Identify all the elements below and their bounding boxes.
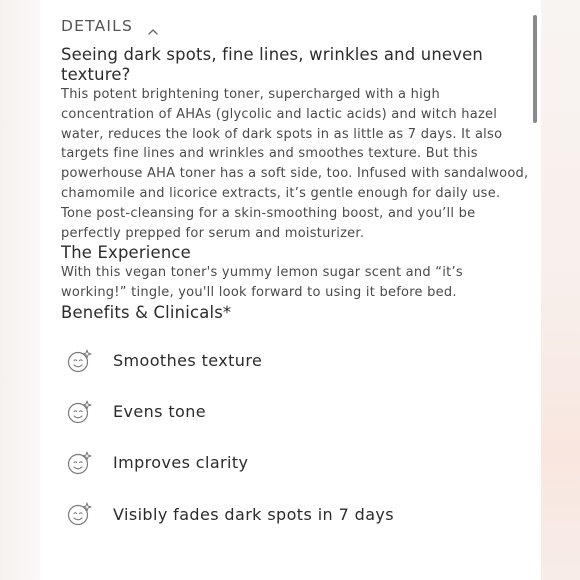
benefit-item <box>61 335 531 386</box>
details-panel <box>40 0 541 580</box>
product-question: Seeing dark spots, fine lines, wrinkles and uneven texture? <box>61 45 483 84</box>
left-margin <box>0 0 40 580</box>
details-content <box>61 45 531 540</box>
sparkle-face-icon <box>65 398 93 426</box>
benefits-title: Benefits & Clinicals* <box>61 302 232 322</box>
sparkle-face-icon <box>65 449 93 477</box>
sparkle-face-icon <box>65 500 93 528</box>
experience-text: With this vegan toner's yummy lemon sugar scent and “it’s working!” tingle, you'll look forward to using it before bed. <box>61 265 463 301</box>
product-description: This potent brightening toner, supercharged with a high concentration of AHAs (glycolic and lactic acids) and witch hazel water, reduces the look of dark spots in as little as 7 days. It also targets fine lines and wrinkles and smoothes texture. But this powerhouse AHA toner has a soft side, too. Infused with sandalwood, chamomile and licorice extracts, it’s gentle enough for daily use. Tone post-cleansing for a skin-smoothing boost, and you’ll be perfectly prepped for serum and moisturizer. <box>61 87 529 241</box>
chevron-up-icon[interactable] <box>147 23 159 35</box>
benefit-label: Smoothes texture <box>113 351 263 371</box>
details-title: DETAILS <box>61 17 134 35</box>
benefit-item <box>61 489 531 540</box>
benefit-label: Improves clarity <box>113 453 249 473</box>
sparkle-face-icon <box>65 347 93 375</box>
right-margin <box>541 0 580 580</box>
benefit-label: Evens tone <box>113 402 207 422</box>
scrollbar[interactable] <box>533 15 537 123</box>
benefit-item <box>61 386 531 437</box>
details-header[interactable] <box>61 15 159 37</box>
experience-title: The Experience <box>61 243 191 263</box>
benefit-item <box>61 437 531 488</box>
benefits-list <box>61 335 531 540</box>
benefit-label: Visibly fades dark spots in 7 days <box>113 504 395 524</box>
